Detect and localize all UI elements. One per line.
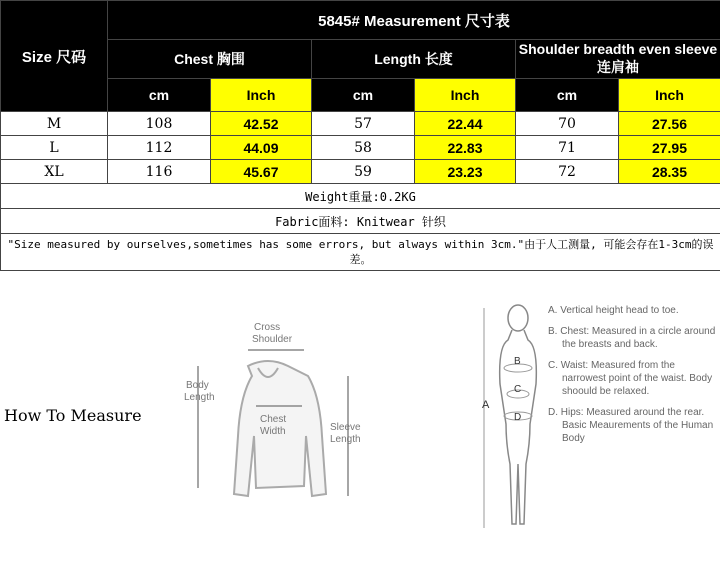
shoulder-inch-cell: 28.35 — [619, 160, 720, 184]
how-to-measure-section — [0, 276, 720, 566]
legend-item: C. Waist: Measured from the narrowest point of the waist. Body shoould be relaxed. — [548, 360, 713, 397]
marker-d: D — [514, 412, 522, 423]
size-cell: M — [1, 112, 108, 136]
length-cm-cell: 58 — [312, 136, 415, 160]
shoulder-inch-cell: 27.56 — [619, 112, 720, 136]
shoulder-cm-cell: 72 — [516, 160, 619, 184]
unit-cm: cm — [516, 79, 619, 112]
unit-inch: Inch — [211, 79, 312, 112]
shoulder-cm-cell: 71 — [516, 136, 619, 160]
weight-row: Weight重量:0.2KG — [1, 184, 720, 209]
shoulder-inch-cell: 27.95 — [619, 136, 720, 160]
chest-width-label: Chest — [260, 414, 287, 425]
body-length-label: Body — [186, 380, 209, 391]
table-row — [1, 136, 720, 160]
unit-cm: cm — [108, 79, 211, 112]
figure-head — [508, 305, 528, 331]
how-to-measure-label: How To Measure — [4, 406, 142, 425]
fabric-row: Fabric面料: Knitwear 针织 — [1, 209, 720, 234]
marker-a: A — [482, 399, 490, 411]
size-header: Size 尺码 — [1, 1, 108, 112]
size-note: "Size measured by ourselves,sometimes has some errors, but always within 3cm."由于人工测量, 可能会存在1-3cm的误差。 — [1, 234, 720, 271]
length-inch-cell: 22.83 — [415, 136, 516, 160]
chest-inch-cell: 42.52 — [211, 112, 312, 136]
length-inch-cell: 22.44 — [415, 112, 516, 136]
cross-shoulder-label: Shoulder — [252, 334, 293, 345]
length-cm-cell: 57 — [312, 112, 415, 136]
sleeve-length-label: Length — [330, 434, 361, 445]
sweater-diagram — [180, 316, 380, 516]
table-row — [1, 160, 720, 184]
marker-c: C — [514, 384, 522, 395]
size-cell: XL — [1, 160, 108, 184]
size-cell: L — [1, 136, 108, 160]
chest-cm-cell: 108 — [108, 112, 211, 136]
table-row — [1, 112, 720, 136]
chest-header: Chest 胸围 — [108, 40, 312, 79]
chest-inch-cell: 45.67 — [211, 160, 312, 184]
measurement-table — [0, 0, 720, 271]
unit-inch: Inch — [415, 79, 516, 112]
unit-cm: cm — [312, 79, 415, 112]
unit-inch: Inch — [619, 79, 720, 112]
chest-cm-cell: 116 — [108, 160, 211, 184]
chest-cm-cell: 112 — [108, 136, 211, 160]
marker-b: B — [514, 356, 521, 367]
legend-item: A. Vertical height head to toe. — [548, 305, 679, 316]
shoulder-header: Shoulder breadth even sleeve 连肩袖 — [516, 40, 720, 79]
chest-inch-cell: 44.09 — [211, 136, 312, 160]
shoulder-cm-cell: 70 — [516, 112, 619, 136]
length-cm-cell: 59 — [312, 160, 415, 184]
body-figure — [478, 294, 558, 554]
body-length-label: Length — [184, 392, 215, 403]
length-header: Length 长度 — [312, 40, 516, 79]
legend-item: D. Hips: Measured around the rear. Basic Meaurements of the Human Body — [548, 407, 714, 444]
chest-width-label: Width — [260, 426, 286, 437]
measurement-legend — [548, 304, 718, 453]
sleeve-length-label: Sleeve — [330, 422, 361, 433]
cross-shoulder-label: Cross — [254, 322, 281, 333]
legend-item: B. Chest: Measured in a circle around the breasts and back. — [548, 326, 716, 350]
length-inch-cell: 23.23 — [415, 160, 516, 184]
table-title: 5845# Measurement 尺寸表 — [108, 1, 720, 40]
